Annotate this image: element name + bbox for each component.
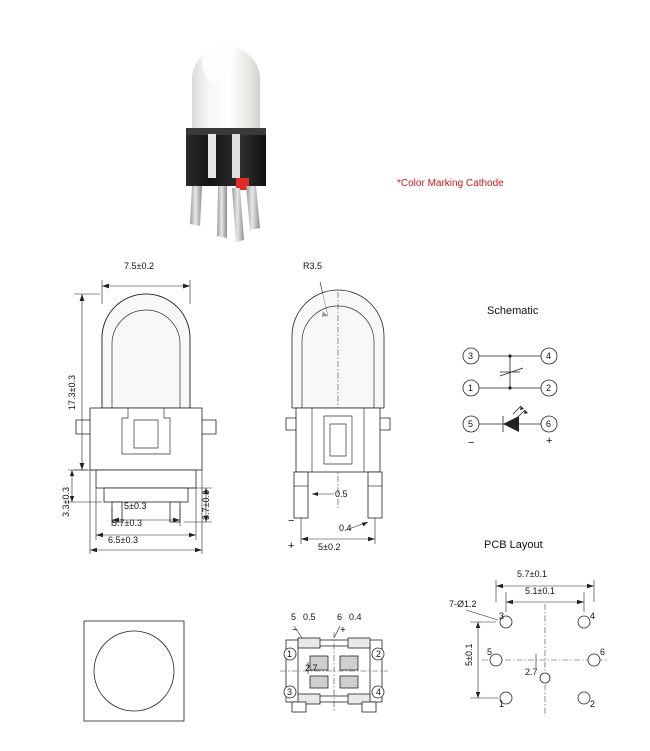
bottom-plus: +	[340, 625, 346, 636]
pcb-pad-4: 4	[590, 611, 596, 621]
schematic-title: Schematic	[487, 305, 539, 317]
side-dim-04: 0.4	[339, 523, 352, 533]
front-dim-65: 6.5±0.3	[108, 535, 138, 545]
side-dim-05: 0.5	[335, 489, 348, 499]
pcb-holes: 7-Ø1.2	[449, 599, 477, 609]
front-dim-height: 17.3±0.3	[67, 375, 77, 410]
bottom-pin6-val: 0.4	[349, 612, 362, 622]
side-dim-5: 5±0.2	[318, 542, 341, 552]
pcb-pad-6: 6	[600, 647, 606, 657]
pcb-pad-1: 1	[499, 699, 505, 709]
schematic-pin-4: 4	[546, 351, 552, 361]
bottom-corner-3: 3	[287, 687, 293, 697]
product-photo	[170, 10, 300, 250]
schematic-pin-6: 6	[546, 419, 552, 429]
side-minus: −	[288, 515, 295, 527]
front-dim-5: 5±0.3	[124, 501, 147, 511]
bottom-pin6: 6	[337, 612, 343, 622]
bottom-pin5-val: 0.5	[303, 612, 316, 622]
pcb-pad-2: 2	[590, 699, 596, 709]
pcb-layout-title: PCB Layout	[484, 539, 543, 551]
product-photo-svg	[170, 10, 300, 250]
schematic-plus: +	[546, 435, 553, 447]
pcb-dim-57: 5.7±0.1	[517, 569, 547, 579]
pcb-dim-27: 2.7	[525, 667, 538, 677]
schematic-minus: −	[468, 437, 475, 449]
front-dim-top: 7.5±0.2	[124, 261, 154, 271]
schematic-pin-1: 1	[468, 383, 474, 393]
pcb-dim-5: 5±0.1	[464, 643, 474, 666]
front-dim-body-h: 3.3±0.3	[61, 487, 71, 517]
pcb-pad-5: 5	[487, 647, 493, 657]
bottom-corner-1: 1	[287, 649, 293, 659]
bottom-corner-4: 4	[376, 687, 382, 697]
schematic-pin-3: 3	[468, 351, 474, 361]
side-plus: +	[288, 540, 295, 552]
schematic-pin-5: 5	[468, 419, 474, 429]
top-view-drawing	[78, 615, 198, 730]
pcb-pad-3: 3	[499, 611, 505, 621]
front-dim-pin-h: 3.7±0.3	[201, 490, 211, 520]
cathode-note: *Color Marking Cathode	[397, 178, 504, 189]
bottom-dim-27: 2.7	[305, 663, 318, 673]
side-view-drawing	[272, 258, 442, 558]
schematic-pin-2: 2	[546, 383, 552, 393]
side-radius-label: R3.5	[303, 261, 323, 271]
front-dim-57: 5.7±0.3	[112, 518, 142, 528]
front-view-drawing	[60, 258, 270, 558]
bottom-pin5: 5	[291, 612, 297, 622]
bottom-minus: −	[292, 625, 298, 636]
bottom-corner-2: 2	[376, 649, 382, 659]
pcb-dim-51: 5.1±0.1	[525, 586, 555, 596]
